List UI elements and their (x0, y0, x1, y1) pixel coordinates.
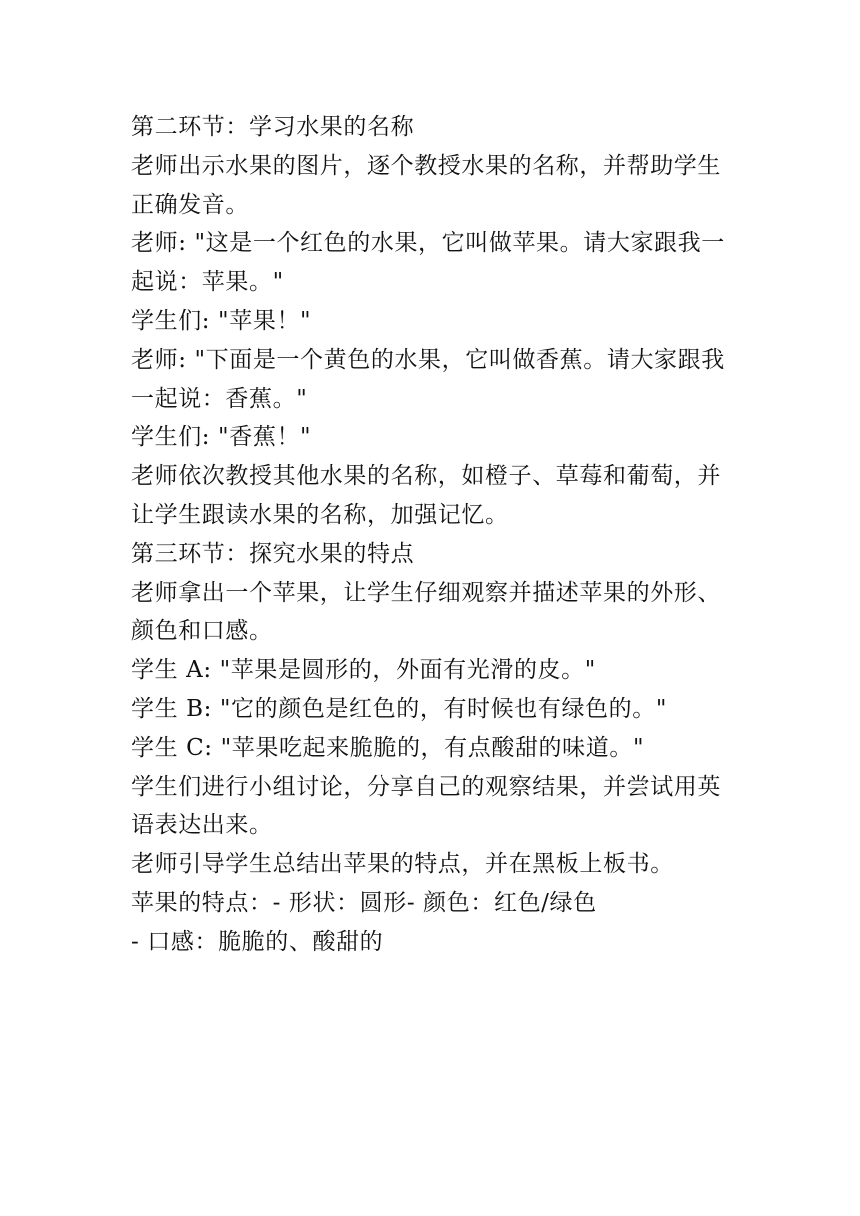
dialogue-line: 老师: "这是一个红色的水果，它叫做苹果。请大家跟我一起说：苹果。" (131, 230, 725, 296)
dialogue-line: 学生们: "苹果！" (131, 307, 312, 334)
section-heading: 第二环节：学习水果的名称 (131, 114, 415, 140)
feature-list-line: 苹果的特点：- 形状：圆形- 颜色：红色/绿色 (131, 889, 597, 916)
paragraph: 老师拿出一个苹果，让学生仔细观察并描述苹果的外形、颜色和口感。 (131, 579, 721, 645)
feature-list-line: - 口感：脆脆的、酸甜的 (131, 928, 384, 955)
dialogue-line: 学生 A: "苹果是圆形的，外面有光滑的皮。" (131, 657, 596, 684)
dialogue-line: 老师: "下面是一个黄色的水果，它叫做香蕉。请大家跟我一起说：香蕉。" (131, 346, 725, 412)
dialogue-line: 学生们: "香蕉！" (131, 424, 312, 451)
paragraph: 老师引导学生总结出苹果的特点，并在黑板上板书。 (131, 851, 674, 878)
paragraph: 老师出示水果的图片，逐个教授水果的名称，并帮助学生正确发音。 (131, 152, 721, 218)
dialogue-line: 学生 C: "苹果吃起来脆脆的，有点酸甜的味道。" (131, 734, 645, 761)
dialogue-line: 学生 B: "它的颜色是红色的，有时候也有绿色的。" (131, 695, 668, 722)
paragraph: 老师依次教授其他水果的名称，如橙子、草莓和葡萄，并让学生跟读水果的名称，加强记忆。 (131, 463, 721, 528)
document-body (131, 108, 731, 962)
paragraph: 学生们进行小组讨论，分享自己的观察结果，并尝试用英语表达出来。 (131, 773, 721, 839)
section-heading: 第三环节：探究水果的特点 (131, 540, 415, 567)
